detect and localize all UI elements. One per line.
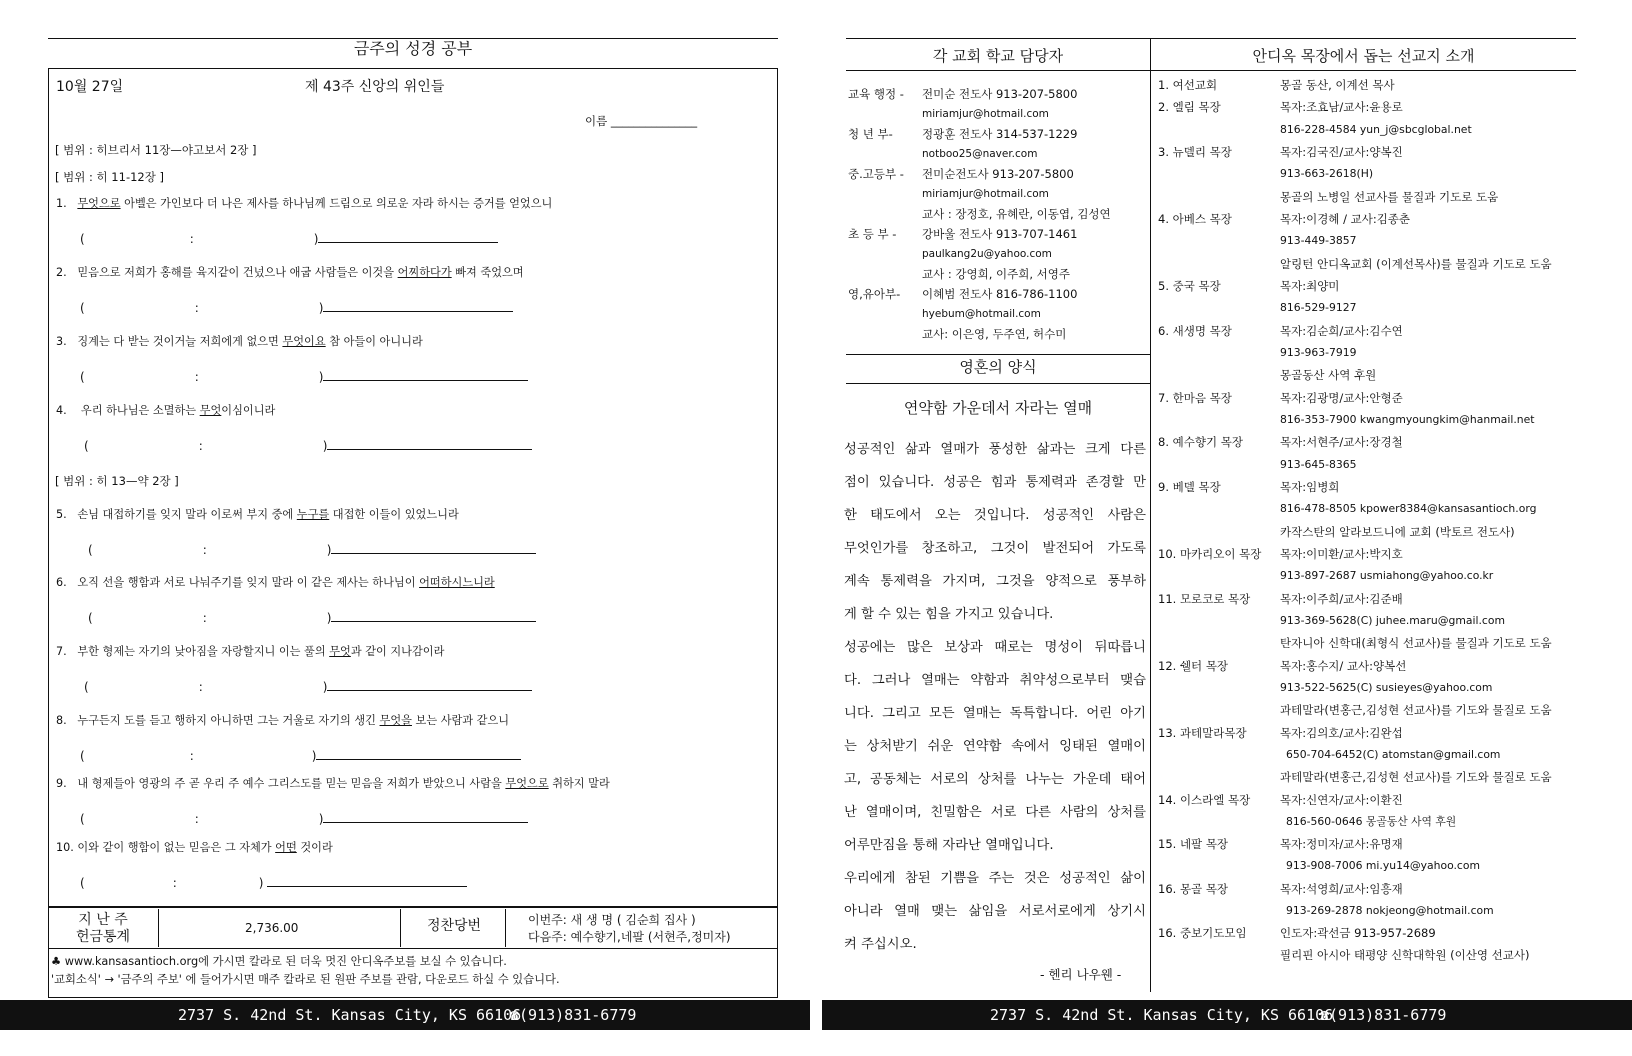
website-note-2: '교회소식' → '금주의 주보' 에 들어가시면 매주 칼라로 된 원판 주보를 관람, 다운로드 하실 수 있습니다. xyxy=(51,973,560,986)
dir-label-toddler: 영,유아부- xyxy=(848,287,901,301)
duty-next-week: 다음주: 예수향기,네팔 (서현주,정미자) xyxy=(528,930,731,944)
mission-name: 9. 베델 목장 xyxy=(1158,480,1221,494)
dir-email-youth[interactable]: notboo25@naver.com xyxy=(922,148,1038,160)
mission-detail: 목자:서현주/교사:장경철 xyxy=(1280,435,1403,449)
answer-blank-3[interactable]: ( : ) xyxy=(80,370,528,384)
essay-line: 켜 주십시오. xyxy=(844,937,917,952)
right-header-rule xyxy=(846,70,1576,71)
mission-detail: 목자:홍수지/ 교사:양복선 xyxy=(1280,659,1407,673)
mission-name: 2. 엘림 목장 xyxy=(1158,100,1221,114)
mission-name: 13. 과테말라목장 xyxy=(1158,726,1247,740)
mission-name: 16. 몽골 목장 xyxy=(1158,882,1229,896)
essay-line: 어루만짐을 통해 자라난 열매입니다. xyxy=(844,838,1054,853)
essay-line: 고, 공동체는 서로의 상처를 나누는 가운데 태어 xyxy=(844,772,1146,787)
essay-title: 연약함 가운데서 자라는 열매 xyxy=(903,399,1093,417)
missions-title: 안디옥 목장에서 돕는 선교지 소개 xyxy=(1252,47,1475,65)
essay-line: 다. 그러나 열매는 약함과 취약성으로부터 맺습 xyxy=(844,673,1146,688)
mission-support: 과테말라(변홍근,김성현 선교사)를 기도와 물질로 도움 xyxy=(1280,703,1552,717)
dir-text-youth: 정광훈 전도사 314-537-1229 xyxy=(922,127,1078,141)
essay-line: 한 태도에서 오는 것입니다. 성공적인 사람은 xyxy=(844,508,1146,523)
soul-bottom-rule xyxy=(846,383,1150,384)
answer-blank-6[interactable]: ( : ) xyxy=(88,611,536,625)
answer-blank-4[interactable]: ( : ) xyxy=(84,439,532,453)
dir-email-admin[interactable]: miriamjur@hotmail.com xyxy=(922,108,1049,120)
dir-label-youth: 청 년 부- xyxy=(848,127,893,141)
mission-contact: 816-478-8505 kpower8384@kansasantioch.org xyxy=(1280,502,1537,515)
right-top-rule xyxy=(846,38,1576,39)
soul-top-rule xyxy=(846,354,1150,355)
essay-line: 난 열매이며, 친밀함은 서로 다른 사람의 상처를 xyxy=(844,805,1146,820)
mission-contact: 816-353-7900 kwangmyoungkim@hanmail.net xyxy=(1280,413,1535,426)
dir-label-highschool: 중.고등부 - xyxy=(848,167,904,181)
mission-support: 필리핀 아시아 태평양 신학대학원 (이산영 선교사) xyxy=(1280,948,1530,962)
mission-support: 과테말라(변홍근,김성현 선교사)를 기도와 물질로 도움 xyxy=(1280,770,1552,784)
footer-left xyxy=(0,1000,810,1030)
essay-line: 성공에는 많은 보상과 때로는 명성이 뒤따릅니 xyxy=(844,640,1146,655)
mission-support: 알링턴 안디옥교회 (이계선목사)를 물질과 기도로 도움 xyxy=(1280,257,1552,271)
essay-line: 계속 통제력을 가지며, 그것을 양적으로 풍부하 xyxy=(844,574,1146,589)
dir-teachers-elementary: 교사 : 강영희, 이주희, 서영주 xyxy=(922,267,1071,281)
question-5: 5. 손님 대접하기를 잊지 말라 이로써 부지 중에 누구를 대접한 이들이 있었느니라 xyxy=(56,508,459,521)
dir-text-highschool: 전미순전도사 913-207-5800 xyxy=(922,167,1074,181)
mission-name: 16. 중보기도모임 xyxy=(1158,926,1247,940)
essay-author: - 헨리 나우웬 - xyxy=(1040,967,1122,982)
mission-detail: 목자:김순희/교사:김수연 xyxy=(1280,324,1403,338)
question-8: 8. 누구든지 도를 듣고 행하지 아니하면 그는 거울로 자기의 생긴 무엇을 보는 사람과 같으니 xyxy=(56,714,510,727)
mission-detail: 목자:김광명/교사:안형준 xyxy=(1280,391,1403,405)
question-10: 10. 이와 같이 행함이 없는 믿음은 그 자체가 어떤 것이라 xyxy=(56,841,333,854)
dir-text-admin: 전미순 전도사 913-207-5800 xyxy=(922,87,1078,101)
essay-line: 우리에게 참된 기쁨을 주는 것은 성공적인 삶이 xyxy=(844,871,1146,886)
mission-contact: 913-522-5625(C) susieyes@yahoo.com xyxy=(1280,681,1493,694)
essay-line: 니다. 그리고 모든 열매는 독특합니다. 어린 아기 xyxy=(844,706,1146,721)
answer-blank-9[interactable]: ( : ) xyxy=(80,812,528,826)
question-9: 9. 내 형제들아 영광의 주 곧 우리 주 예수 그리스도를 믿는 믿음을 저희가 받았으니 사람을 무엇으로 취하지 말라 xyxy=(56,777,610,790)
mission-detail: 목자:조효남/교사:윤용로 xyxy=(1280,100,1403,114)
mission-contact: 816-529-9127 xyxy=(1280,301,1357,314)
week-title: 제 43주 신앙의 위인들 xyxy=(305,79,445,95)
mission-contact: 913-269-2878 nokjeong@hotmail.com xyxy=(1286,904,1494,917)
mission-detail: 목자:정미자/교사:유명재 xyxy=(1280,837,1403,851)
footer-address: 2737 S. 42nd St. Kansas City, KS 66106 xyxy=(178,1006,522,1024)
stats-bottom-rule xyxy=(48,948,778,949)
soul-food-title: 영혼의 양식 xyxy=(959,358,1037,376)
essay-line: 아니라 열매 맺는 삶임을 서로서로에게 상기시 xyxy=(844,904,1146,919)
mission-name: 7. 한마음 목장 xyxy=(1158,391,1232,405)
answer-blank-2[interactable]: ( : ) xyxy=(80,301,513,315)
mission-support: 몽골의 노병일 선교사를 물질과 기도로 도움 xyxy=(1280,190,1499,204)
mission-detail: 목자:김의호/교사:김완섭 xyxy=(1280,726,1403,740)
mission-contact: 816-228-4584 yun_j@sbcglobal.net xyxy=(1280,123,1472,136)
duty-label: 정찬당번 xyxy=(426,918,482,934)
answer-blank-1[interactable]: ( : ) xyxy=(80,232,498,246)
footer-address: 2737 S. 42nd St. Kansas City, KS 66106 xyxy=(990,1006,1334,1024)
stats-top-rule xyxy=(48,906,778,908)
footer-phone: ☎(913)831-6779 xyxy=(510,1006,637,1024)
mission-detail: 목자:이주희/교사:김준배 xyxy=(1280,592,1403,606)
stats-divider-3 xyxy=(505,909,506,947)
dir-label-admin: 교육 행정 - xyxy=(848,87,904,101)
stats-divider-1 xyxy=(158,909,159,947)
mission-name: 6. 새생명 목장 xyxy=(1158,324,1232,338)
mission-name: 10. 마카리오이 목장 xyxy=(1158,547,1262,561)
dir-teachers-highschool: 교사 : 장정호, 유혜란, 이동엽, 김성연 xyxy=(922,207,1111,221)
mission-name: 4. 아베스 목장 xyxy=(1158,212,1232,226)
essay-line: 무엇인가를 창조하고, 그것이 발전되어 가도록 xyxy=(844,541,1146,556)
stats-divider-2 xyxy=(400,909,401,947)
dir-teachers-toddler: 교사: 이은영, 두주연, 허수미 xyxy=(922,327,1067,341)
footer-right xyxy=(822,1000,1632,1030)
answer-blank-10[interactable]: ( : ) xyxy=(80,876,467,890)
mission-name: 5. 중국 목장 xyxy=(1158,279,1221,293)
mission-contact: 913-645-8365 xyxy=(1280,458,1357,471)
mission-detail: 목자:이경혜 / 교사:김종춘 xyxy=(1280,212,1411,226)
offering-amount: 2,736.00 xyxy=(245,921,299,935)
dir-email-toddler[interactable]: hyebum@hotmail.com xyxy=(922,308,1041,320)
dir-text-elementary: 강바울 전도사 913-707-1461 xyxy=(922,227,1078,241)
mission-contact: 816-560-0646 몽골동산 사역 후원 xyxy=(1286,815,1457,828)
question-2: 2. 믿음으로 저희가 홍해를 육지같이 건넜으나 애굽 사람들은 이것을 어찌하다가 빠져 죽었으며 xyxy=(56,266,524,279)
mission-detail: 목자:임병희 xyxy=(1280,480,1340,494)
question-4: 4. 우리 하나님은 소멸하는 무엇이심이니라 xyxy=(56,404,276,417)
dir-email-elementary[interactable]: paulkang2u@yahoo.com xyxy=(922,248,1052,260)
footer-phone: ☎(913)831-6779 xyxy=(1320,1006,1447,1024)
directory-title: 각 교회 학교 담당자 xyxy=(932,47,1064,65)
dir-email-highschool[interactable]: miriamjur@hotmail.com xyxy=(922,188,1049,200)
mission-detail: 몽골 동산, 이계선 목사 xyxy=(1280,78,1395,92)
dir-text-toddler: 이혜범 전도사 816-786-1100 xyxy=(922,287,1078,301)
answer-blank-8[interactable]: ( : ) xyxy=(80,749,521,763)
question-3: 3. 징계는 다 받는 것이거늘 저희에게 없으면 무엇이요 참 아들이 아니니라 xyxy=(56,335,423,348)
mission-name: 11. 모로코로 목장 xyxy=(1158,592,1251,606)
mission-contact: 913-663-2618(H) xyxy=(1280,167,1374,180)
mission-contact: 650-704-6452(C) atomstan@gmail.com xyxy=(1286,748,1501,761)
range-3: [ 범위 : 히 13—약 2장 ] xyxy=(55,474,179,488)
essay-line: 게 할 수 있는 힘을 가지고 있습니다. xyxy=(844,607,1054,622)
answer-blank-7[interactable]: ( : ) xyxy=(84,680,532,694)
bible-study-title: 금주의 성경 공부 xyxy=(353,39,473,58)
mission-name: 14. 이스라엘 목장 xyxy=(1158,793,1251,807)
mission-contact: 913-908-7006 mi.yu14@yahoo.com xyxy=(1286,859,1480,872)
question-6: 6. 오직 선을 행함과 서로 나눠주기를 잊지 말라 이 같은 제사는 하나님이 어떠하시느니라 xyxy=(56,576,495,589)
question-1: 1. 무엇으로 아벨은 가인보다 더 나은 제사를 하나님께 드림으로 의로운 자라 하시는 증거를 얻었으니 xyxy=(56,197,553,210)
essay-line: 는 상처받기 쉬운 연약함 속에서 잉태된 열매이 xyxy=(844,739,1146,754)
offering-label-1: 지 난 주 xyxy=(78,912,128,928)
essay-line: 점이 있습니다. 성공은 힘과 통제력과 존경할 만 xyxy=(844,475,1146,490)
essay-line: 성공적인 삶과 열매가 풍성한 삶과는 크게 다른 xyxy=(844,442,1146,457)
range-1: [ 범위 : 히브리서 11장—야고보서 2장 ] xyxy=(55,143,257,157)
mission-detail: 목자:신연자/교사:이환진 xyxy=(1280,793,1403,807)
mission-detail: 인도자:곽선금 913-957-2689 xyxy=(1280,926,1436,940)
right-column-divider xyxy=(1150,38,1151,992)
mission-name: 3. 뉴델리 목장 xyxy=(1158,145,1232,159)
mission-detail: 목자:김국진/교사:양복진 xyxy=(1280,145,1403,159)
range-2: [ 범위 : 히 11-12장 ] xyxy=(55,170,164,184)
mission-support: 몽골동산 사역 후원 xyxy=(1280,368,1377,382)
mission-detail: 목자:이미환/교사:박지호 xyxy=(1280,547,1403,561)
mission-contact: 913-897-2687 usmiahong@yahoo.co.kr xyxy=(1280,569,1494,582)
dir-label-elementary: 초 등 부 - xyxy=(848,227,897,241)
mission-name: 12. 쉘터 목장 xyxy=(1158,659,1229,673)
mission-support: 탄자니아 신학대(최형식 선교사)를 물질과 기도로 도움 xyxy=(1280,636,1552,650)
website-note-1: ♣ www.kansasantioch.org에 가시면 칼라로 된 더욱 멋진 안디옥주보를 보실 수 있습니다. xyxy=(51,955,507,968)
study-date: 10월 27일 xyxy=(56,79,124,95)
mission-detail: 목자:석영희/교사:임흥재 xyxy=(1280,882,1403,896)
mission-contact: 913-963-7919 xyxy=(1280,346,1357,359)
mission-detail: 목자:최양미 xyxy=(1280,279,1340,293)
mission-name: 8. 예수향기 목장 xyxy=(1158,435,1243,449)
mission-contact: 913-449-3857 xyxy=(1280,234,1357,247)
answer-blank-5[interactable]: ( : ) xyxy=(88,543,536,557)
question-7: 7. 부한 형제는 자기의 낮아짐을 자랑할지니 이는 풀의 무엇과 같이 지나감이라 xyxy=(56,645,445,658)
name-label: 이름 _______________ xyxy=(585,114,698,128)
offering-label-2: 헌금통계 xyxy=(75,929,131,945)
mission-support: 카작스탄의 알라보드니에 교회 (박토르 전도사) xyxy=(1280,525,1515,539)
mission-name: 1. 여선교회 xyxy=(1158,78,1218,92)
mission-contact: 913-369-5628(C) juhee.maru@gmail.com xyxy=(1280,614,1505,627)
mission-name: 15. 네팔 목장 xyxy=(1158,837,1229,851)
duty-this-week: 이번주: 새 생 명 ( 김순희 집사 ) xyxy=(528,913,696,927)
